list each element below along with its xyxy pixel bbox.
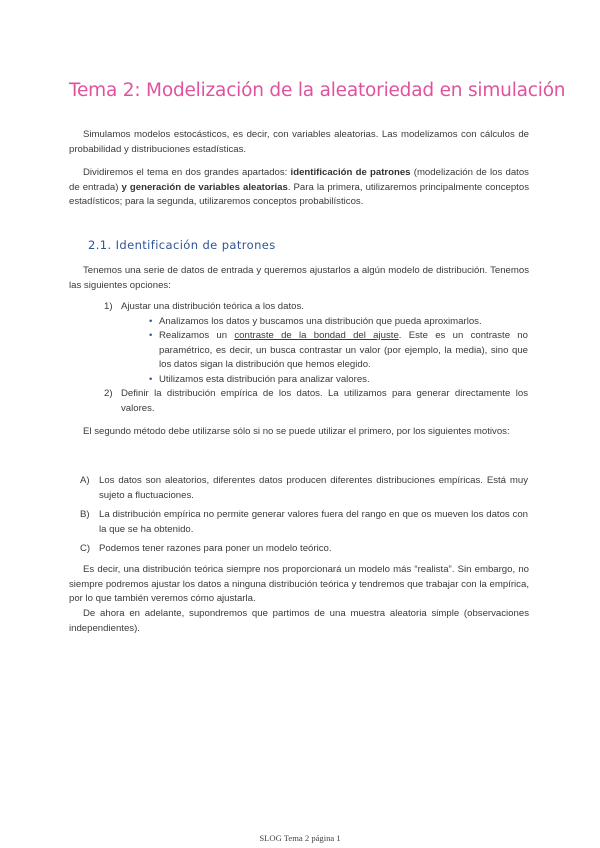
bullet-text-3: Utilizamos esta distribución para analizar valores.	[159, 373, 370, 385]
intro-paragraph-1: Simulamos modelos estocásticos, es decir, con variables aleatorias. Las modelizamos con cálculos de probabilidad y distribuciones estadísticas.	[69, 129, 529, 155]
reason-text-c: Podemos tener razones para poner un modelo teórico.	[99, 543, 332, 554]
reason-text-a: Los datos son aleatorios, diferentes datos producen diferentes distribuciones empíricas. Está muy sujeto a fluctuaciones.	[99, 475, 528, 501]
bullet-text-2a: Realizamos un	[159, 330, 235, 341]
section-heading: 2.1. Identificación de patrones	[88, 238, 276, 252]
bullet-item-1	[149, 315, 528, 330]
reason-item-b	[80, 508, 528, 537]
option-item-2	[104, 387, 528, 416]
option-text-2: Definir la distribución empírica de los datos. La utilizamos para generar directamente los valores.	[121, 388, 528, 414]
intro-p2-bold-1: identificación de patrones	[290, 167, 411, 178]
goodness-of-fit-link[interactable]: contraste de la bondad del ajuste	[234, 330, 399, 341]
bullet-item-3	[149, 373, 528, 388]
intro-p2-part-e: . Para la primera, utilizaremos principalmente conceptos estadísticos; para la segunda, utilizaremos conceptos probabilísticos.	[69, 181, 529, 207]
intro-p2-part-a: Dividiremos el tema en dos grandes apartados:	[83, 167, 291, 178]
reason-letter-c: C)	[80, 543, 91, 554]
section-paragraph-3: Es decir, una distribución teórica siempre nos proporcionará un modelo más “realista”. Sin embargo, no siempre podremos ajustar los datos a ninguna distribución teórica y tendremos que trabajar con la empírica, por lo que también veremos cómo ajustarla.	[69, 564, 529, 604]
options-list	[104, 300, 528, 416]
intro-p2-part-c: (modelización de los datos de entrada)	[69, 167, 529, 193]
bullet-icon: •	[149, 330, 153, 341]
intro-paragraph-2	[69, 166, 529, 210]
reason-letter-a: A)	[80, 475, 90, 486]
section-paragraph-1: Tenemos una serie de datos de entrada y queremos ajustarlos a algún modelo de distribución. Tenemos las siguientes opciones:	[69, 265, 529, 291]
reason-letter-b: B)	[80, 509, 90, 520]
reason-item-c	[80, 542, 528, 557]
reasons-list	[80, 474, 528, 562]
page-title: Tema 2: Modelización de la aleatoriedad en simulación	[69, 80, 566, 101]
bullet-text-1: Analizamos los datos y buscamos una distribución que pueda aproximarlos.	[159, 315, 482, 327]
option-1-bullets	[121, 315, 528, 388]
intro-p2-bold-2: y generación de variables aleatorias	[121, 181, 288, 193]
section-paragraph-4: De ahora en adelante, supondremos que partimos de una muestra aleatoria simple (observaciones independientes).	[69, 608, 529, 634]
reason-text-b: La distribución empírica no permite generar valores fuera del rango en que os mueven los datos con la que se ha obtenido.	[99, 509, 528, 535]
section-paragraph-2: El segundo método debe utilizarse sólo si no se puede utilizar el primero, por los siguientes motivos:	[83, 426, 510, 437]
bullet-icon: •	[149, 373, 153, 385]
option-text-1: Ajustar una distribución teórica a los datos.	[121, 301, 304, 312]
bullet-text-2b: . Este es un contraste no paramétrico, es decir, un busca contrastar un valor (por ejemplo, la media), sino que los datos sigan la distribución que hemos elegido.	[159, 330, 528, 370]
option-number-1: 1)	[104, 301, 113, 312]
bullet-item-2	[149, 329, 528, 373]
bullet-icon: •	[149, 315, 153, 327]
page-footer: SLOG Tema 2 página 1	[259, 833, 341, 843]
reason-item-a	[80, 474, 528, 503]
option-number-2: 2)	[104, 388, 113, 399]
option-item-1	[104, 300, 528, 387]
